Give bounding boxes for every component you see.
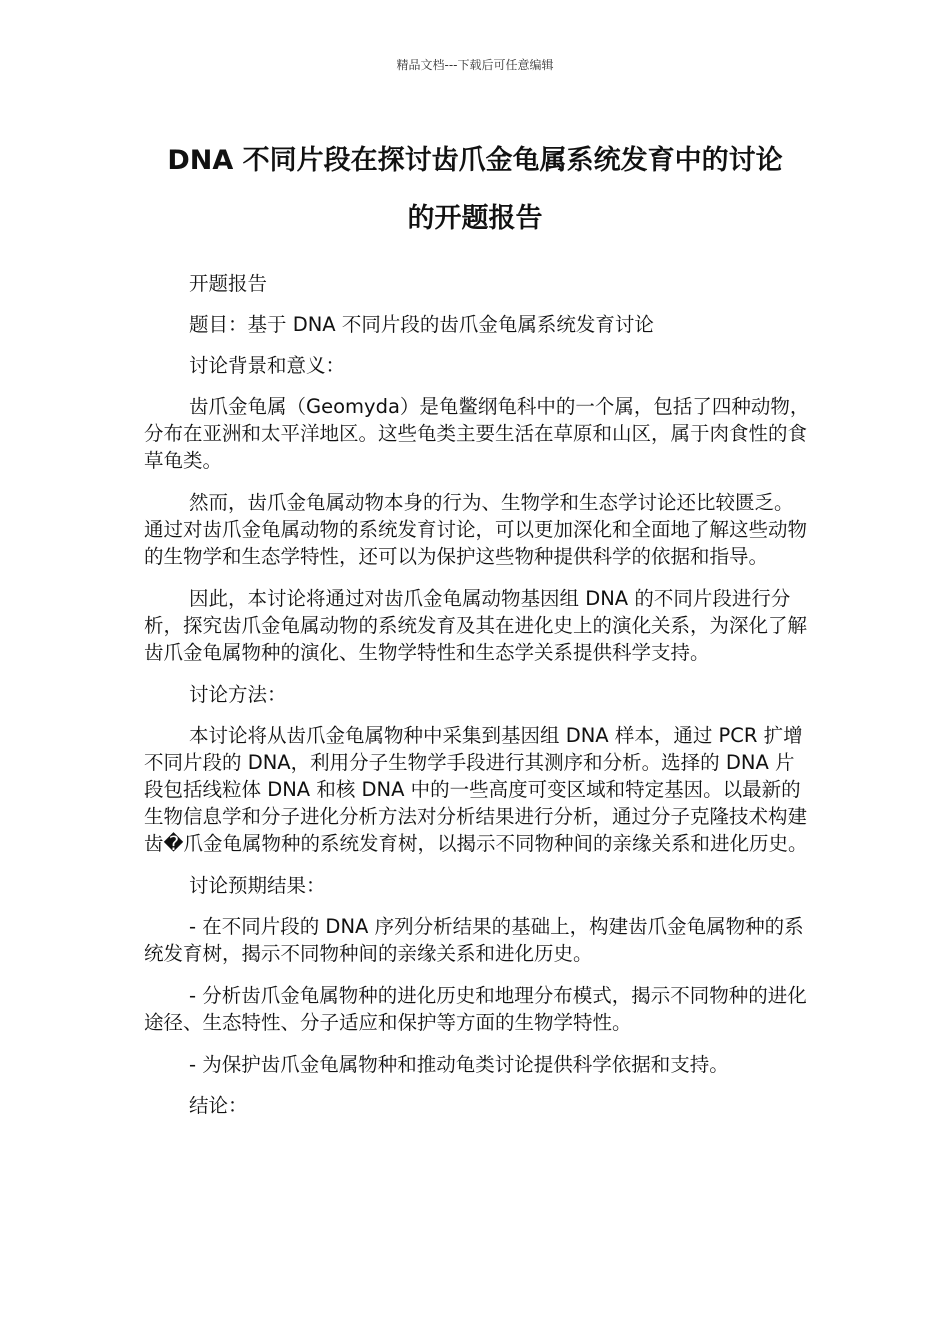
paragraph-background-1: 齿爪金龟属（Geomyda）是龟鳖纲龟科中的一个属，包括了四种动物，分布在亚洲和太平洋地区。这些龟类主要生活在草原和山区，属于肉食性的食草龟类。 (144, 395, 810, 472)
title-line-2: 的开题报告 (407, 203, 543, 234)
header-note: 精品文档---下载后可任意编辑 (396, 58, 554, 72)
paragraph-results-heading: 讨论预期结果： (189, 874, 326, 897)
paragraph-result-1: - 在不同片段的 DNA 序列分析结果的基础上，构建齿爪金龟属物种的系统发育树，揭示不同物种间的亲缘关系和进化历史。 (144, 915, 804, 965)
paragraph-method: 本讨论将从齿爪金龟属物种中采集到基因组 DNA 样本，通过 PCR 扩增不同片段的 DNA，利用分子生物学手段进行其测序和分析。选择的 DNA 片段包括线粒体 DNA 和核 DNA 中的一些高度可变区域和特定基因。以最新的生物信息学和分子进化分析方法对分析结果进行分析，通过分子克隆技术构建齿�爪金龟属物种的系统发育树，以揭示不同物种间的亲缘关系和进化历史。 (144, 724, 808, 855)
paragraph-report-label: 开题报告 (189, 272, 268, 295)
paragraph-method-heading: 讨论方法： (189, 683, 287, 706)
paragraph-background-heading: 讨论背景和意义： (189, 354, 346, 377)
paragraph-conclusion-heading: 结论： (189, 1094, 248, 1117)
document-title (140, 132, 810, 248)
paragraph-background-3: 因此，本讨论将通过对齿爪金龟属动物基因组 DNA 的不同片段进行分析，探究齿爪金龟属动物的系统发育及其在进化史上的演化关系，为深化了解齿爪金龟属物种的演化、生物学特性和生态学关系提供科学支持。 (144, 587, 808, 664)
document-body (144, 270, 812, 1133)
paragraph-topic: 题目：基于 DNA 不同片段的齿爪金龟属系统发育讨论 (189, 313, 654, 336)
paragraph-result-2: - 分析齿爪金龟属物种的进化历史和地理分布模式，揭示不同物种的进化途径、生态特性、分子适应和保护等方面的生物学特性。 (144, 984, 807, 1034)
paragraph-result-3: - 为保护齿爪金龟属物种和推动龟类讨论提供科学依据和支持。 (189, 1053, 729, 1076)
paragraph-background-2: 然而，齿爪金龟属动物本身的行为、生物学和生态学讨论还比较匮乏。通过对齿爪金龟属动物的系统发育讨论，可以更加深化和全面地了解这些动物的生物学和生态学特性，还可以为保护这些物种提供科学的依据和指导。 (144, 491, 808, 568)
title-line-1: DNA 不同片段在探讨齿爪金龟属系统发育中的讨论 (167, 145, 783, 176)
